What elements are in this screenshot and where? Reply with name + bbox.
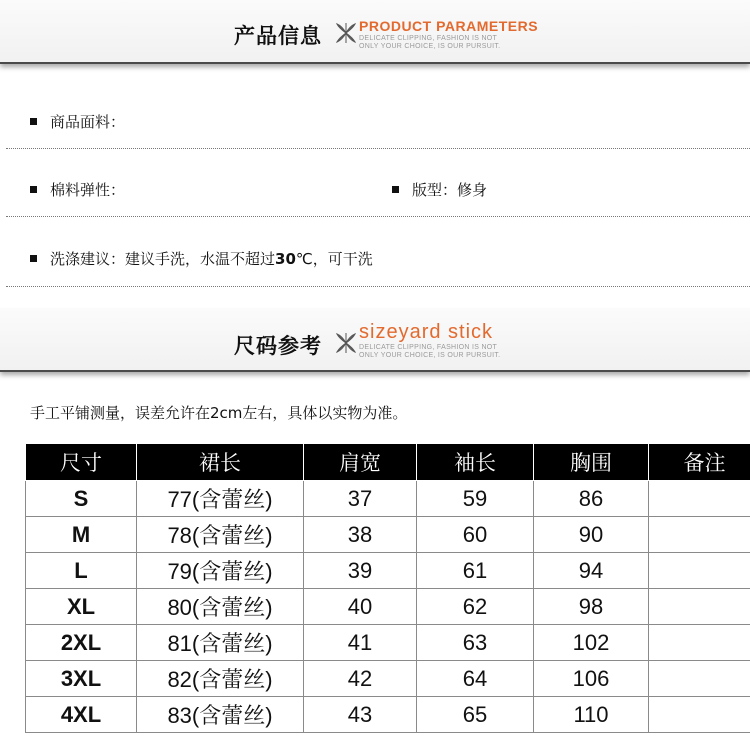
divider <box>6 148 750 149</box>
cell-note <box>649 697 750 733</box>
cell-length: 81(含蕾丝) <box>137 625 304 661</box>
washing-advice-prefix: 洗涤建议：建议手洗，水温不超过 <box>50 250 276 268</box>
washing-advice <box>50 248 373 269</box>
cell-shoulder: 39 <box>304 553 417 589</box>
flower-ornament-icon <box>335 332 357 354</box>
cell-sleeve: 63 <box>417 625 534 661</box>
cell-length: 78(含蕾丝) <box>137 517 304 553</box>
table-row <box>26 589 750 625</box>
divider <box>6 286 750 287</box>
cell-chest: 86 <box>534 481 649 517</box>
cell-size: S <box>26 481 137 517</box>
table-row <box>26 481 750 517</box>
cell-size: L <box>26 553 137 589</box>
banner-title-cn: 产品信息 <box>234 24 322 48</box>
cell-length: 79(含蕾丝) <box>137 553 304 589</box>
cell-chest: 106 <box>534 661 649 697</box>
table-row <box>26 625 750 661</box>
header-size: 尺寸 <box>26 444 137 481</box>
cell-note <box>649 481 750 517</box>
cell-chest: 94 <box>534 553 649 589</box>
table-header-row <box>26 444 750 481</box>
cell-chest: 102 <box>534 625 649 661</box>
size-table <box>25 443 750 733</box>
table-row <box>26 661 750 697</box>
cell-shoulder: 38 <box>304 517 417 553</box>
cell-shoulder: 40 <box>304 589 417 625</box>
measurement-note: 手工平铺测量，误差允许在2cm左右，具体以实物为准。 <box>30 404 408 422</box>
flower-ornament-icon <box>335 22 357 44</box>
cell-sleeve: 62 <box>417 589 534 625</box>
banner-subline-1: DELICATE CLIPPING, FASHION IS NOT <box>359 35 498 42</box>
product-parameters-banner <box>0 0 750 62</box>
cell-chest: 98 <box>534 589 649 625</box>
cell-shoulder: 42 <box>304 661 417 697</box>
header-shoulder: 肩宽 <box>304 444 417 481</box>
cell-note <box>649 589 750 625</box>
bullet-icon <box>30 255 37 262</box>
header-sleeve: 袖长 <box>417 444 534 481</box>
cell-shoulder: 43 <box>304 697 417 733</box>
cell-sleeve: 64 <box>417 661 534 697</box>
banner-subline-2: ONLY YOUR CHOICE, IS OUR PURSUIT. <box>359 352 501 359</box>
bullet-icon <box>30 118 37 125</box>
banner-subline-1: DELICATE CLIPPING, FASHION IS NOT <box>359 344 498 351</box>
cell-note <box>649 661 750 697</box>
washing-advice-suffix: ℃，可干洗 <box>295 250 373 268</box>
cell-size: M <box>26 517 137 553</box>
banner-subline-2: ONLY YOUR CHOICE, IS OUR PURSUIT. <box>359 43 501 50</box>
cell-note <box>649 517 750 553</box>
table-row <box>26 553 750 589</box>
cell-chest: 90 <box>534 517 649 553</box>
cell-length: 83(含蕾丝) <box>137 697 304 733</box>
cell-length: 77(含蕾丝) <box>137 481 304 517</box>
cell-chest: 110 <box>534 697 649 733</box>
fit-label: 版型：修身 <box>412 181 488 199</box>
bullet-icon <box>30 186 37 193</box>
cell-note <box>649 625 750 661</box>
banner-title-en: sizeyard stick <box>359 321 494 343</box>
cell-shoulder: 41 <box>304 625 417 661</box>
cell-note <box>649 553 750 589</box>
table-row <box>26 697 750 733</box>
header-chest: 胸围 <box>534 444 649 481</box>
cell-size: 4XL <box>26 697 137 733</box>
header-note: 备注 <box>649 444 750 481</box>
cell-sleeve: 60 <box>417 517 534 553</box>
washing-temp: 30 <box>275 250 296 268</box>
cell-size: 2XL <box>26 625 137 661</box>
cell-sleeve: 61 <box>417 553 534 589</box>
divider <box>6 216 750 217</box>
banner-title-cn: 尺码参考 <box>234 334 322 358</box>
cell-sleeve: 65 <box>417 697 534 733</box>
bullet-icon <box>392 186 399 193</box>
cell-shoulder: 37 <box>304 481 417 517</box>
fabric-label: 商品面料： <box>50 113 126 131</box>
cell-sleeve: 59 <box>417 481 534 517</box>
cell-size: XL <box>26 589 137 625</box>
cell-length: 82(含蕾丝) <box>137 661 304 697</box>
cell-size: 3XL <box>26 661 137 697</box>
banner-title-en: PRODUCT PARAMETERS <box>359 18 539 34</box>
table-row <box>26 517 750 553</box>
header-length: 裙长 <box>137 444 304 481</box>
size-reference-banner <box>0 308 750 370</box>
cell-length: 80(含蕾丝) <box>137 589 304 625</box>
elasticity-label: 棉料弹性： <box>50 181 126 199</box>
